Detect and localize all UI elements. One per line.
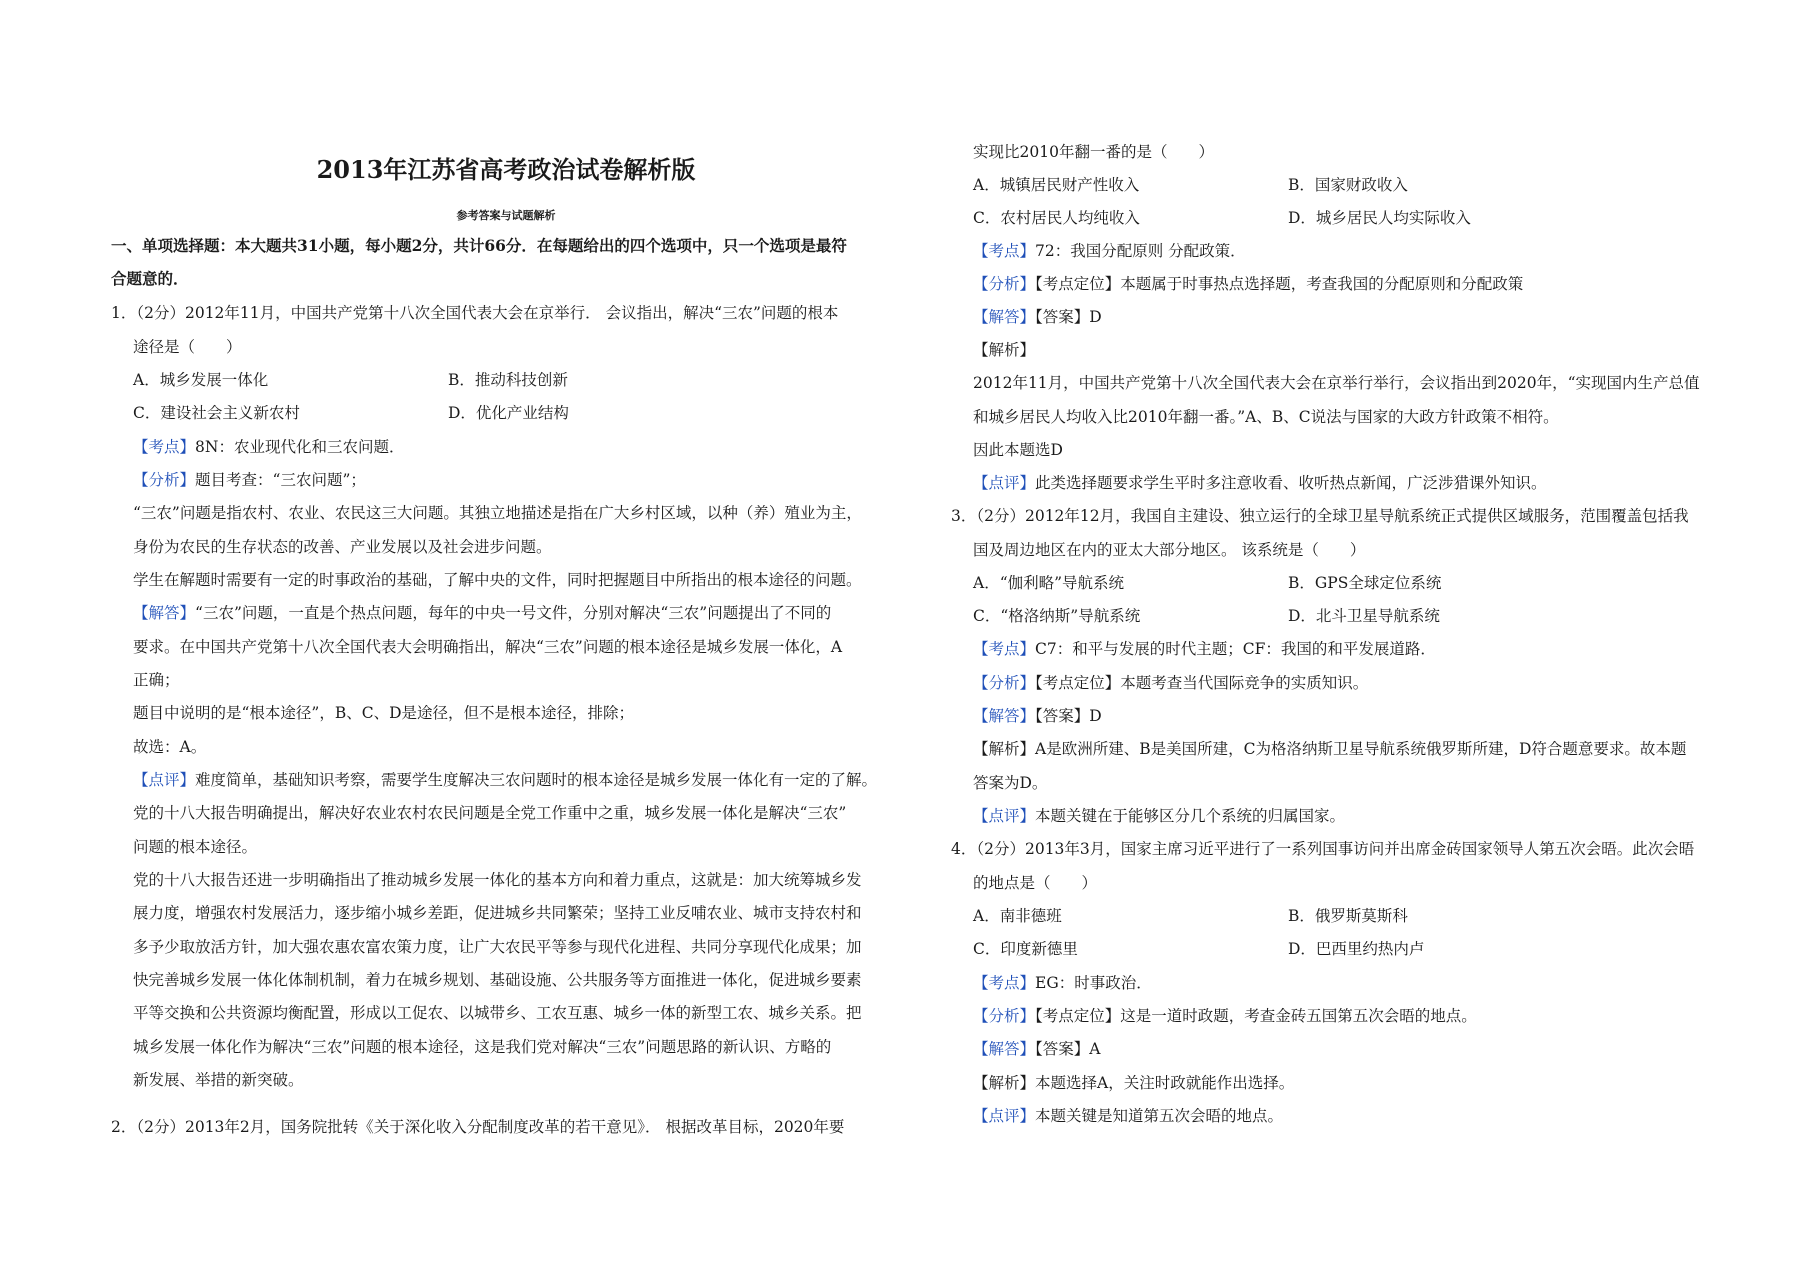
jieda-tag: 【解答】 [973, 308, 1036, 326]
q1-kaodian-text: 8N：农业现代化和三农问题． [195, 438, 405, 456]
q1-fenxi-text: 题目考查：“三农问题”； [195, 471, 366, 489]
dianping-tag: 【点评】 [973, 1107, 1036, 1125]
q3-jiexi-line: 答案为D。 [973, 774, 1048, 792]
q1-option-d: D．优化产业结构 [448, 404, 569, 422]
q3-jiexi-line: 【解析】A是欧洲所建、B是美国所建，C为格洛纳斯卫星导航系统俄罗斯所建，D符合题意要求。故本题 [973, 740, 1687, 758]
q1-jieda-line: 题目中说明的是“根本途径”，B、C、D是途径，但不是根本途径，排除； [133, 704, 635, 722]
q4-jiexi [973, 1072, 1294, 1094]
jieda-tag: 【解答】 [973, 707, 1036, 725]
jieda-tag: 【解答】 [973, 1040, 1036, 1058]
jieda-tag: 【解答】 [133, 604, 196, 622]
q2-option-c: C．农村居民人均纯收入 [973, 209, 1140, 227]
q1-option-b: B．推动科技创新 [448, 371, 568, 389]
q4-dianping [973, 1105, 1283, 1127]
q3-dianping-text: 本题关键在于能够区分几个系统的归属国家。 [1035, 807, 1346, 825]
dianping-tag: 【点评】 [973, 474, 1036, 492]
q1-dianping-line: 问题的根本途径。 [133, 838, 258, 856]
document-title: 2013年江苏省高考政治试卷解析版 [316, 155, 696, 184]
q4-stem-cont: 的地点是（ ） [973, 874, 1098, 892]
section-heading: 一、单项选择题：本大题共31小题，每小题2分，共计66分．在每题给出的四个选项中，只一个选项是最符 [111, 236, 847, 255]
q2-kaodian-text: 72：我国分配原则 分配政策． [1035, 242, 1246, 260]
q3-option-a: A．“伽利略”导航系统 [973, 574, 1125, 592]
q4-fenxi-text: 【考点定位】这是一道时政题，考查金砖五国第五次会晤的地点。 [1035, 1007, 1477, 1025]
q4-fenxi [973, 1005, 1477, 1027]
fenxi-tag: 【分析】 [973, 674, 1036, 692]
q1-dianping-line: 城乡发展一体化作为解决“三农”问题的根本途径，这是我们党对解决“三农”问题思路的新认识、方略的 [133, 1038, 832, 1056]
q2-options-row2 [973, 207, 1743, 229]
q3-option-d: D．北斗卫星导航系统 [1288, 607, 1440, 625]
q1-options-row1 [133, 369, 923, 391]
q4-jieda [973, 1038, 1100, 1060]
q2-options-row1 [973, 174, 1743, 196]
q1-dianping-line: 新发展、举措的新突破。 [133, 1071, 304, 1089]
q3-stem-cont: 国及周边地区在内的亚太大部分地区。 该系统是（ ） [973, 541, 1366, 559]
q2-jiexi-line: 因此本题选D [973, 441, 1063, 459]
q4-jieda-text: 【答案】A [1035, 1040, 1101, 1058]
q1-fenxi-line: “三农”问题是指农村、农业、农民这三大问题。其独立地描述是指在广大乡村区域，以种（养）殖业为主， [133, 504, 862, 522]
q1-dianping-line: 党的十八大报告还进一步明确指出了推动城乡发展一体化的基本方向和着力重点，这就是：加大统筹城乡发 [133, 871, 862, 889]
q1-dianping-line: 平等交换和公共资源均衡配置，形成以工促农、以城带乡、工农互惠、城乡一体的新型工农、城乡关系。把 [133, 1004, 862, 1022]
q3-fenxi-text: 【考点定位】本题考查当代国际竞争的实质知识。 [1035, 674, 1369, 692]
kaodian-tag: 【考点】 [973, 974, 1036, 992]
q1-dianping-text: 难度简单，基础知识考察，需要学生度解决三农问题时的根本途径是城乡发展一体化有一定的了解。 [195, 771, 878, 789]
jiexi-tag: 【解析】 [973, 1074, 1036, 1092]
q1-jieda-line: 要求。在中国共产党第十八次全国代表大会明确指出，解决“三农”问题的根本途径是城乡发展一体化，A [133, 638, 843, 656]
q4-kaodian [973, 972, 1152, 994]
q2-stem-cont: 实现比2010年翻一番的是（ ） [973, 143, 1214, 161]
q2-option-b: B．国家财政收入 [1288, 176, 1408, 194]
fenxi-tag: 【分析】 [973, 1007, 1036, 1025]
dianping-tag: 【点评】 [973, 807, 1036, 825]
q2-dianping-text: 此类选择题要求学生平时多注意收看、收听热点新闻，广泛涉猎课外知识。 [1035, 474, 1547, 492]
q2-kaodian [973, 240, 1246, 262]
kaodian-tag: 【考点】 [973, 242, 1036, 260]
q2-jiexi-line: 和城乡居民人均收入比2010年翻一番。”A、B、C说法与国家的大政方针政策不相符。 [973, 408, 1559, 426]
q1-fenxi-line: 身份为农民的生存状态的改善、产业发展以及社会进步问题。 [133, 538, 552, 556]
q3-option-b: B．GPS全球定位系统 [1288, 574, 1442, 592]
q4-stem: 4．（2分）2013年3月，国家主席习近平进行了一系列国事访问并出席金砖国家领导人第五次会晤。此次会晤 [951, 840, 1695, 858]
q1-jieda-text: “三农”问题，一直是个热点问题，每年的中央一号文件，分别对解决“三农”问题提出了不同的 [195, 604, 832, 622]
q1-stem: 1．（2分）2012年11月，中国共产党第十八次全国代表大会在京举行． 会议指出，解决“三农”问题的根本 [111, 304, 839, 322]
q2-fenxi [973, 273, 1523, 295]
q1-jieda-line: 故选：A。 [133, 738, 207, 756]
q1-option-c: C．建设社会主义新农村 [133, 404, 300, 422]
q4-dianping-text: 本题关键是知道第五次会晤的地点。 [1035, 1107, 1284, 1125]
q2-option-a: A．城镇居民财产性收入 [973, 176, 1140, 194]
section-heading-cont: 合题意的． [111, 269, 189, 288]
dianping-tag: 【点评】 [133, 771, 196, 789]
q3-option-c: C．“格洛纳斯”导航系统 [973, 607, 1141, 625]
q1-jieda [133, 602, 831, 624]
fenxi-tag: 【分析】 [973, 275, 1036, 293]
q4-option-a: A．南非德班 [973, 907, 1062, 925]
q3-dianping [973, 805, 1345, 827]
q2-fenxi-text: 【考点定位】本题属于时事热点选择题，考查我国的分配原则和分配政策 [1035, 275, 1524, 293]
q1-stem-cont: 途径是（ ） [133, 338, 242, 356]
q1-fenxi [133, 469, 366, 491]
q2-jieda [973, 306, 1102, 328]
q3-options-row1 [973, 572, 1743, 594]
q2-jiexi-line: 2012年11月，中国共产党第十八次全国代表大会在京举行举行，会议指出到2020年，“实现国内生产总值 [973, 374, 1700, 392]
q1-dianping-line: 多予少取放活方针，加大强农惠农富农策力度，让广大农民平等参与现代化进程、共同分享现代化成果；加 [133, 938, 862, 956]
q1-jieda-line: 正确； [133, 671, 180, 689]
kaodian-tag: 【考点】 [973, 640, 1036, 658]
q2-jieda-text: 【答案】D [1035, 308, 1102, 326]
q1-dianping-line: 快完善城乡发展一体化体制机制，着力在城乡规划、基础设施、公共服务等方面推进一体化，促进城乡要素 [133, 971, 862, 989]
q3-kaodian-text: C7：和平与发展的时代主题；CF：我国的和平发展道路． [1035, 640, 1436, 658]
q4-options-row2 [973, 938, 1743, 960]
q1-dianping [133, 769, 877, 791]
q4-option-b: B．俄罗斯莫斯科 [1288, 907, 1408, 925]
q1-option-a: A．城乡发展一体化 [133, 371, 269, 389]
q1-options-row2 [133, 402, 923, 424]
q3-jieda [973, 705, 1102, 727]
q3-jieda-text: 【答案】D [1035, 707, 1102, 725]
q2-option-d: D．城乡居民人均实际收入 [1288, 209, 1471, 227]
q4-kaodian-text: EG：时事政治． [1035, 974, 1152, 992]
q1-kaodian [133, 436, 404, 458]
q3-stem: 3．（2分）2012年12月，我国自主建设、独立运行的全球卫星导航系统正式提供区域服务，范围覆盖包括我 [951, 507, 1689, 525]
kaodian-tag: 【考点】 [133, 438, 196, 456]
q4-jiexi-text: 本题选择A，关注时政就能作出选择。 [1035, 1074, 1295, 1092]
fenxi-tag: 【分析】 [133, 471, 196, 489]
q2-dianping [973, 472, 1547, 494]
q4-option-c: C．印度新德里 [973, 940, 1078, 958]
q4-option-d: D．巴西里约热内卢 [1288, 940, 1425, 958]
q3-fenxi [973, 672, 1368, 694]
document-subtitle: 参考答案与试题解析 [456, 209, 556, 222]
q3-kaodian [973, 638, 1436, 660]
q3-options-row2 [973, 605, 1743, 627]
q2-jiexi: 【解析】 [973, 341, 1036, 359]
q4-options-row1 [973, 905, 1743, 927]
q2-stem: 2．（2分）2013年2月，国务院批转《关于深化收入分配制度改革的若干意见》． 根据改革目标，2020年要 [111, 1118, 845, 1136]
q1-dianping-line: 党的十八大报告明确提出，解决好农业农村农民问题是全党工作重中之重，城乡发展一体化是解决“三农” [133, 804, 847, 822]
q1-dianping-line: 展力度，增强农村发展活力，逐步缩小城乡差距，促进城乡共同繁荣；坚持工业反哺农业、城市支持农村和 [133, 904, 862, 922]
q1-fenxi-line: 学生在解题时需要有一定的时事政治的基础，了解中央的文件，同时把握题目中所指出的根本途径的问题。 [133, 571, 862, 589]
